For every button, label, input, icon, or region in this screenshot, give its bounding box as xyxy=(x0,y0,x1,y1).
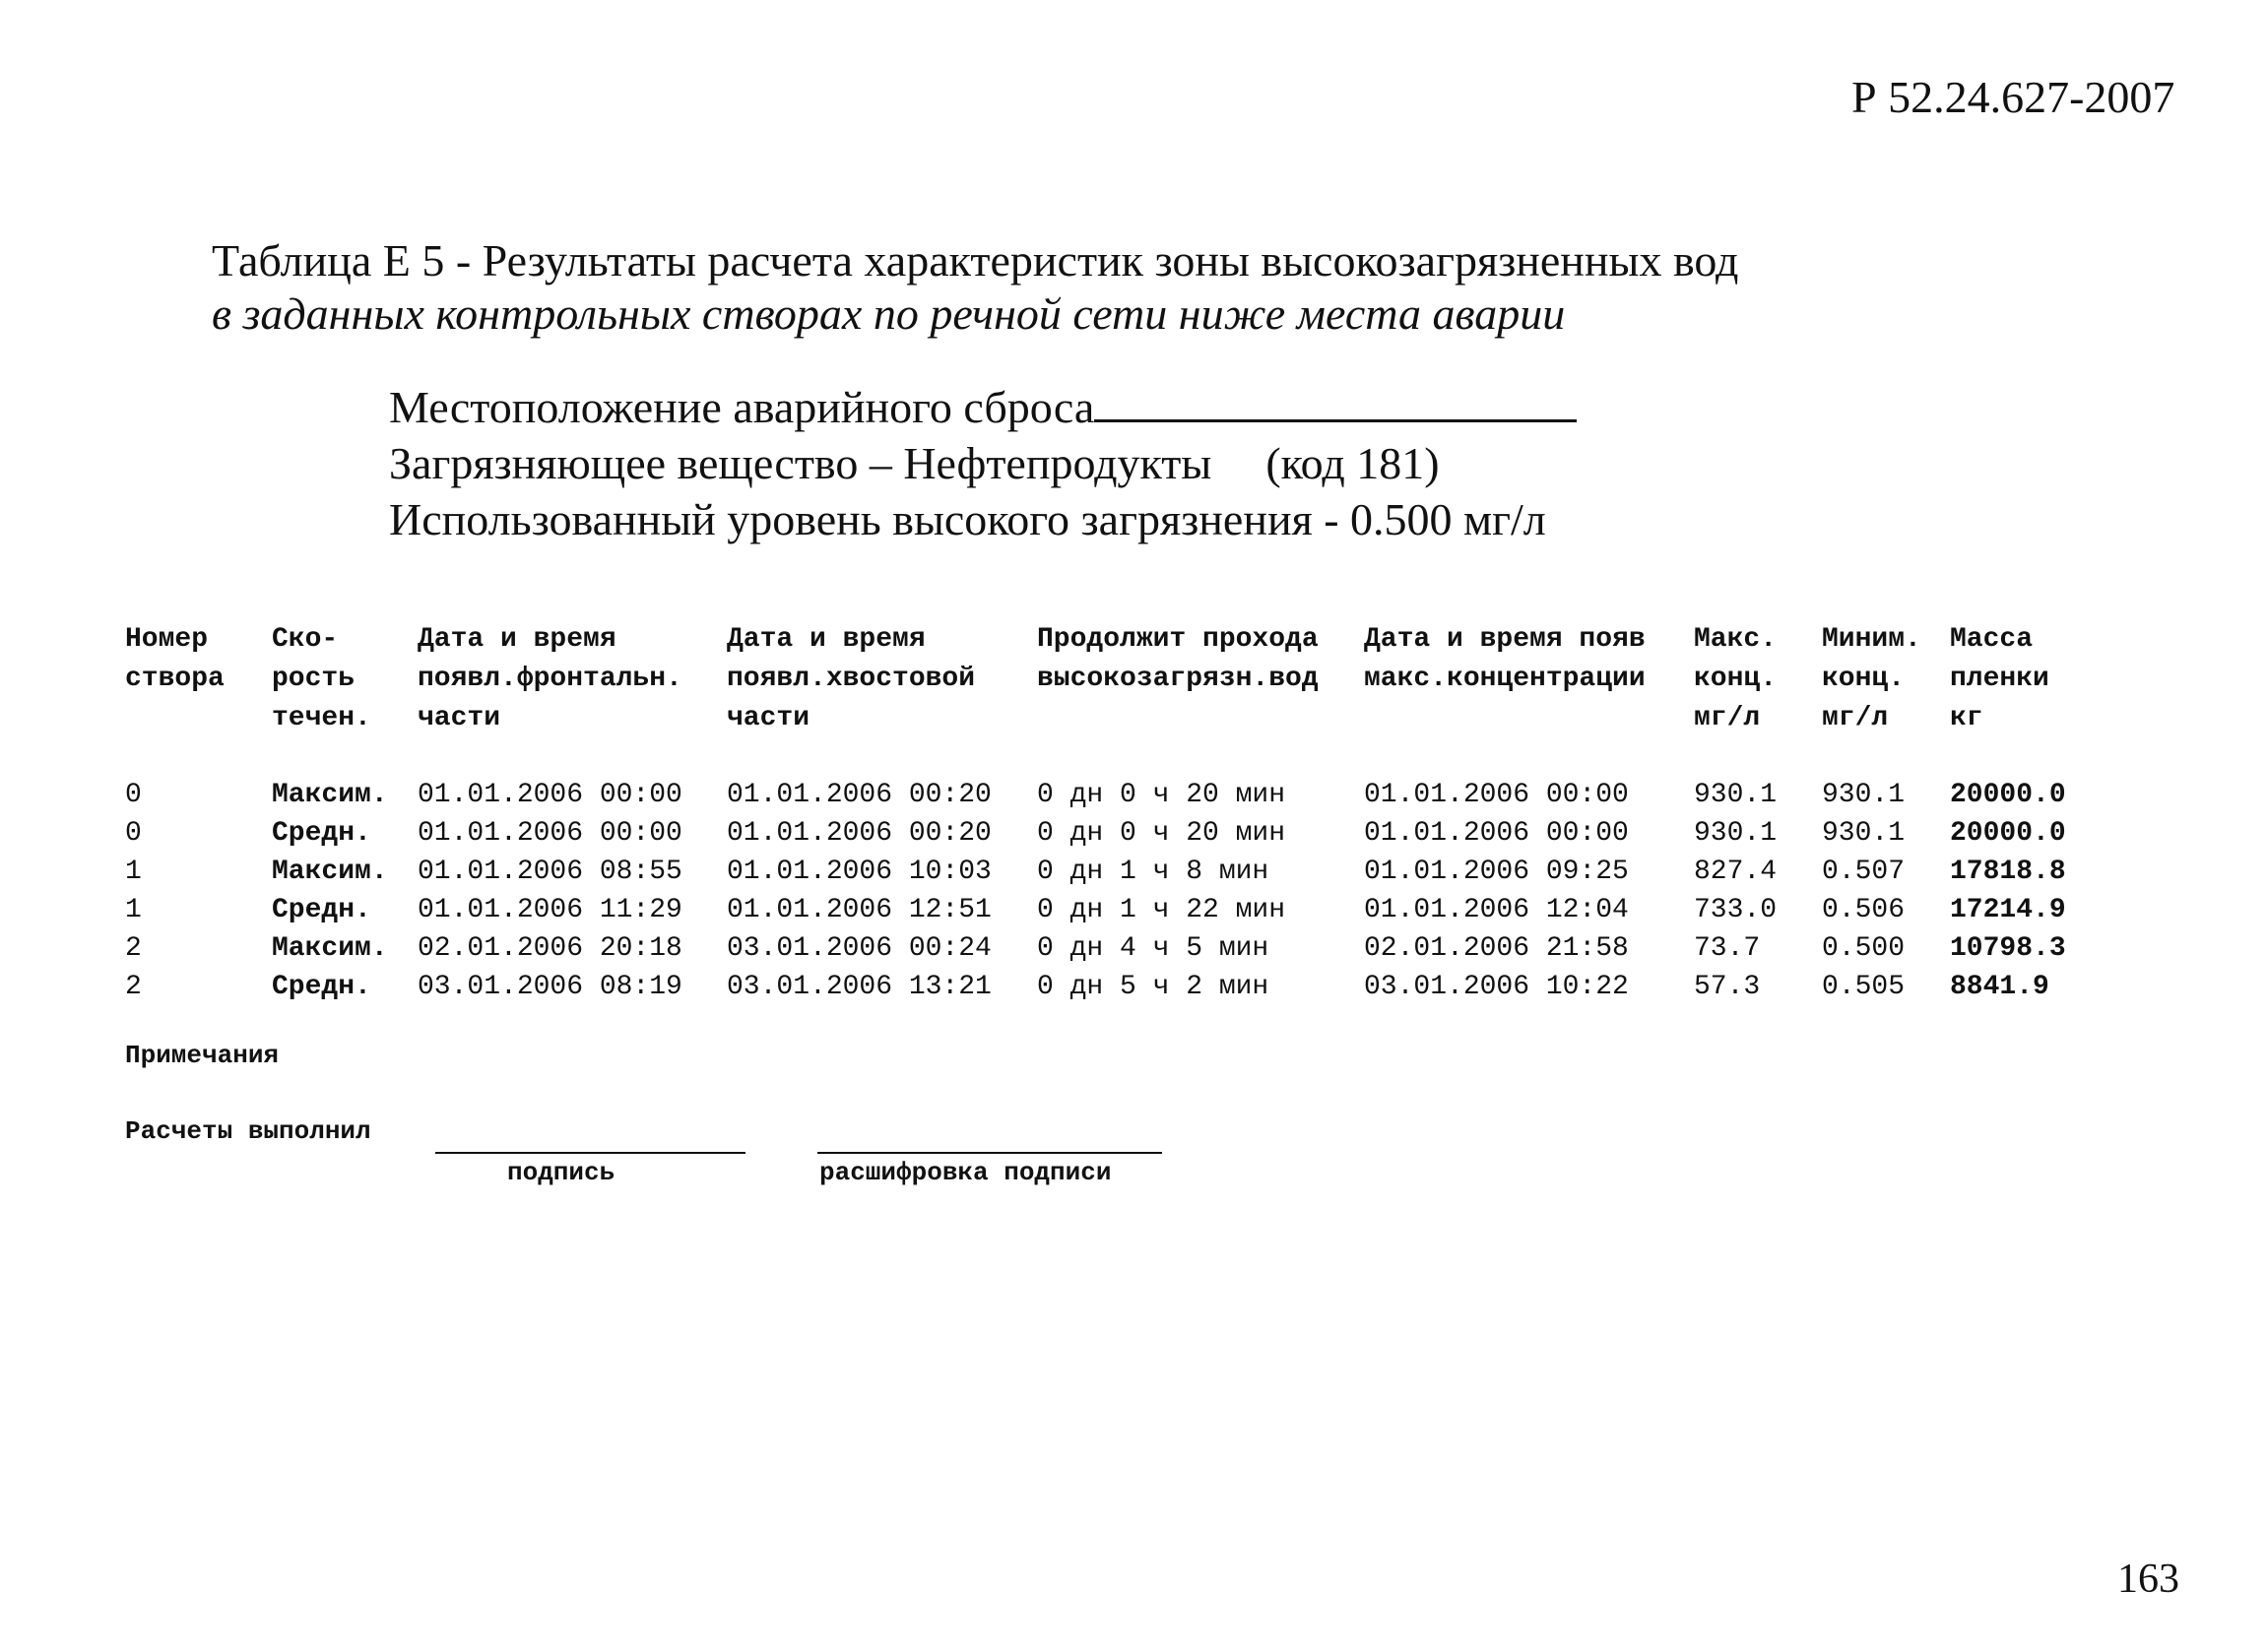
table-cell: 0 дн 5 ч 2 мин xyxy=(1037,972,1269,1002)
table-cell: 01.01.2006 10:03 xyxy=(727,857,992,887)
table-cell: 57.3 xyxy=(1694,972,1761,1002)
table-cell: 03.01.2006 13:21 xyxy=(727,972,992,1002)
location-blank-line xyxy=(1094,390,1577,422)
table-cell: 930.1 xyxy=(1822,818,1906,849)
table-cell: 01.01.2006 00:20 xyxy=(727,780,992,810)
table-cell: 0.506 xyxy=(1822,895,1906,925)
column-header: Дата и время xyxy=(727,624,926,655)
substance-line xyxy=(389,435,1577,491)
column-header: части xyxy=(418,703,501,733)
column-header: течен. xyxy=(272,703,371,733)
column-header: Номер xyxy=(125,624,209,655)
table-cell: 01.01.2006 12:04 xyxy=(1364,895,1629,925)
table-cell: 01.01.2006 00:00 xyxy=(1364,780,1629,810)
table-cell: 1 xyxy=(125,895,142,925)
column-header: Дата и время xyxy=(418,624,616,655)
substance-code: (код 181) xyxy=(1265,438,1440,488)
location-label: Местоположение аварийного сброса xyxy=(389,382,1095,432)
table-cell: 1 xyxy=(125,857,142,887)
column-header: части xyxy=(727,703,810,733)
column-header: мг/л xyxy=(1822,703,1889,733)
table-cell: 930.1 xyxy=(1694,780,1778,810)
table-cell: 02.01.2006 21:58 xyxy=(1364,933,1629,964)
table-cell: 0 дн 0 ч 20 мин xyxy=(1037,780,1286,810)
column-header: Масса xyxy=(1950,624,2034,655)
column-header: Макс. xyxy=(1694,624,1778,655)
table-cell: Средн. xyxy=(272,895,371,925)
table-cell: Максим. xyxy=(272,780,388,810)
column-header: появл.фронтальн. xyxy=(418,664,682,694)
table-cell: 02.01.2006 20:18 xyxy=(418,933,682,964)
signature-decode-line xyxy=(817,1152,1162,1154)
column-header: Миним. xyxy=(1822,624,1921,655)
column-header: конц. xyxy=(1694,664,1778,694)
column-header: Ско- xyxy=(272,624,339,655)
table-cell: 03.01.2006 00:24 xyxy=(727,933,992,964)
table-cell: 0 дн 0 ч 20 мин xyxy=(1037,818,1286,849)
table-cell: 2 xyxy=(125,972,142,1002)
table-cell: 01.01.2006 00:00 xyxy=(418,780,682,810)
table-cell: 01.01.2006 12:51 xyxy=(727,895,992,925)
table-cell: 0 xyxy=(125,780,142,810)
table-cell: Максим. xyxy=(272,933,388,964)
table-cell: 20000.0 xyxy=(1950,780,2066,810)
signature-decode-caption: расшифровка подписи xyxy=(819,1158,1112,1187)
document-code: Р 52.24.627-2007 xyxy=(1851,72,2175,122)
signature-line xyxy=(435,1152,745,1154)
level-line: Использованный уровень высокого загрязнения - 0.500 мг/л xyxy=(389,494,1546,544)
table-cell: 20000.0 xyxy=(1950,818,2066,849)
signature-caption: подпись xyxy=(507,1158,615,1187)
table-cell: Средн. xyxy=(272,972,371,1002)
accident-info xyxy=(389,379,1577,547)
table-cell: 0 xyxy=(125,818,142,849)
table-cell: 8841.9 xyxy=(1950,972,2049,1002)
calculations-performed-label: Расчеты выполнил xyxy=(125,1116,371,1146)
table-cell: 0.500 xyxy=(1822,933,1906,964)
table-cell: 03.01.2006 10:22 xyxy=(1364,972,1629,1002)
table-title-line-1: Таблица Е 5 - Результаты расчета характеристик зоны высокозагрязненных вод xyxy=(212,235,1739,286)
table-cell: 01.01.2006 11:29 xyxy=(418,895,682,925)
table-cell: 930.1 xyxy=(1694,818,1778,849)
table-cell: 73.7 xyxy=(1694,933,1761,964)
column-header: Дата и время появ xyxy=(1364,624,1646,655)
table-cell: 0 дн 1 ч 22 мин xyxy=(1037,895,1286,925)
table-cell: 733.0 xyxy=(1694,895,1778,925)
table-cell: 01.01.2006 00:00 xyxy=(1364,818,1629,849)
column-header: кг xyxy=(1950,703,1983,733)
page-number: 163 xyxy=(2117,1557,2179,1602)
column-header: высокозагрязн.вод xyxy=(1037,664,1319,694)
location-line xyxy=(389,379,1577,435)
table-title xyxy=(212,234,1738,341)
table-cell: Максим. xyxy=(272,857,388,887)
table-title-line-2: в заданных контрольных створах по речной сети ниже места аварии xyxy=(212,288,1566,339)
substance-label: Загрязняющее вещество – Нефтепродукты xyxy=(389,438,1212,488)
table-cell: 0.505 xyxy=(1822,972,1906,1002)
table-cell: 03.01.2006 08:19 xyxy=(418,972,682,1002)
table-cell: Средн. xyxy=(272,818,371,849)
table-cell: 2 xyxy=(125,933,142,964)
table-cell: 930.1 xyxy=(1822,780,1906,810)
column-header: появл.хвостовой xyxy=(727,664,976,694)
table-cell: 01.01.2006 08:55 xyxy=(418,857,682,887)
table-cell: 01.01.2006 00:20 xyxy=(727,818,992,849)
column-header: рость xyxy=(272,664,356,694)
table-cell: 0.507 xyxy=(1822,857,1906,887)
table-cell: 17818.8 xyxy=(1950,857,2066,887)
table-cell: 0 дн 4 ч 5 мин xyxy=(1037,933,1269,964)
column-header: конц. xyxy=(1822,664,1906,694)
column-header: пленки xyxy=(1950,664,2049,694)
notes-label: Примечания xyxy=(125,1041,280,1070)
column-header: Продолжит прохода xyxy=(1037,624,1319,655)
table-cell: 01.01.2006 00:00 xyxy=(418,818,682,849)
column-header: мг/л xyxy=(1694,703,1761,733)
table-cell: 01.01.2006 09:25 xyxy=(1364,857,1629,887)
table-cell: 17214.9 xyxy=(1950,895,2066,925)
table-cell: 0 дн 1 ч 8 мин xyxy=(1037,857,1269,887)
column-header: створа xyxy=(125,664,225,694)
table-cell: 10798.3 xyxy=(1950,933,2066,964)
table-cell: 827.4 xyxy=(1694,857,1778,887)
column-header: макс.концентрации xyxy=(1364,664,1646,694)
